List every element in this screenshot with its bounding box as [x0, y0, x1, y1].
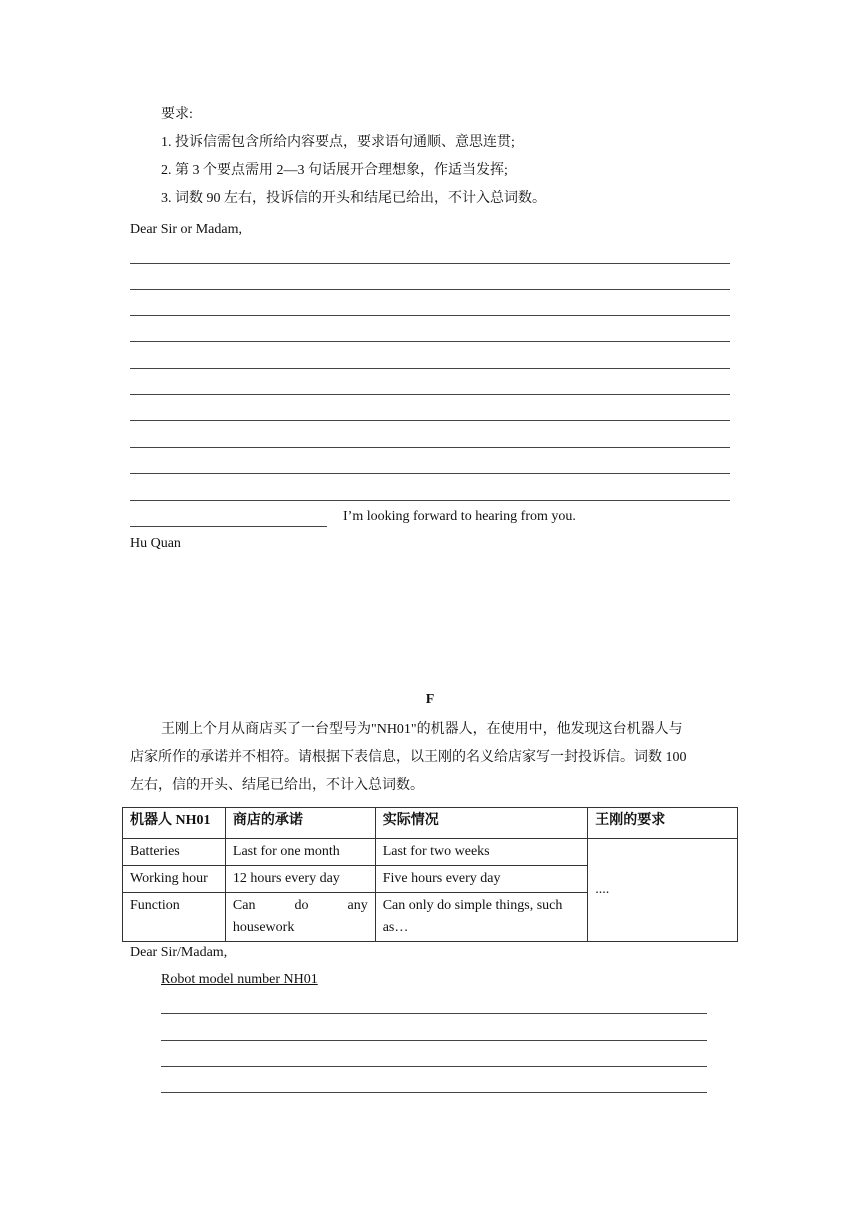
writing-line-short[interactable] [130, 526, 327, 527]
word: Can [232, 898, 256, 913]
writing-line[interactable] [161, 1013, 707, 1014]
table-header-row [123, 808, 738, 839]
requirements-heading: 要求: [161, 107, 193, 122]
cell-line: Can only do simple things, such [382, 898, 563, 913]
writing-line[interactable] [130, 420, 730, 421]
writing-line[interactable] [130, 447, 730, 448]
word: any [347, 898, 368, 913]
word: do [294, 898, 309, 913]
table-header: 商店的承诺 [225, 808, 375, 839]
writing-line[interactable] [130, 473, 730, 474]
table-cell: 12 hours every day [225, 866, 375, 893]
table-row [123, 839, 738, 866]
table-header: 机器人 NH01 [123, 808, 226, 839]
table-cell-request: .... [588, 839, 738, 942]
table-cell: Five hours every day [375, 866, 588, 893]
table-cell: Batteries [123, 839, 226, 866]
table-cell: Last for one month [225, 839, 375, 866]
cell-line: housework [232, 920, 295, 935]
cell-line: as… [382, 920, 409, 935]
table-header: 王刚的要求 [588, 808, 738, 839]
writing-line[interactable] [130, 315, 730, 316]
table-cell: Working hour [123, 866, 226, 893]
requirement-item: 3. 词数 90 左右，投诉信的开头和结尾已给出，不计入总词数。 [161, 191, 546, 206]
table-cell [375, 893, 588, 942]
letter1-closing: I’m looking forward to hearing from you. [343, 509, 576, 524]
writing-line[interactable] [130, 368, 730, 369]
section-label: F [425, 692, 435, 707]
section-prompt [130, 716, 730, 800]
writing-line[interactable] [130, 289, 730, 290]
writing-line[interactable] [161, 1066, 707, 1067]
justified-line [233, 895, 368, 917]
prompt-line: 王刚上个月从商店买了一台型号为"NH01"的机器人，在使用中，他发现这台机器人与 [161, 722, 683, 737]
letter1-signature: Hu Quan [130, 536, 181, 551]
writing-line[interactable] [161, 1040, 707, 1041]
writing-line[interactable] [130, 500, 730, 501]
requirement-item: 2. 第 3 个要点需用 2—3 句话展开合理想象，作适当发挥; [161, 163, 508, 178]
letter1-greeting: Dear Sir or Madam, [130, 222, 242, 237]
prompt-line: 左右，信的开头、结尾已给出，不计入总词数。 [130, 778, 424, 793]
table-cell: Function [123, 893, 226, 942]
writing-line[interactable] [161, 1092, 707, 1093]
letter2-subject: Robot model number NH01 [161, 972, 318, 987]
writing-line[interactable] [130, 341, 730, 342]
writing-line[interactable] [130, 394, 730, 395]
table-header: 实际情况 [375, 808, 588, 839]
requirement-item: 1. 投诉信需包含所给内容要点，要求语句通顺、意思连贯; [161, 135, 515, 150]
prompt-line: 店家所作的承诺并不相符。请根据下表信息，以王刚的名义给店家写一封投诉信。词数 100 [130, 750, 687, 765]
robot-info-table [122, 807, 738, 942]
table-cell [225, 893, 375, 942]
letter2-greeting: Dear Sir/Madam, [130, 945, 228, 960]
table-cell: Last for two weeks [375, 839, 588, 866]
writing-line[interactable] [130, 263, 730, 264]
